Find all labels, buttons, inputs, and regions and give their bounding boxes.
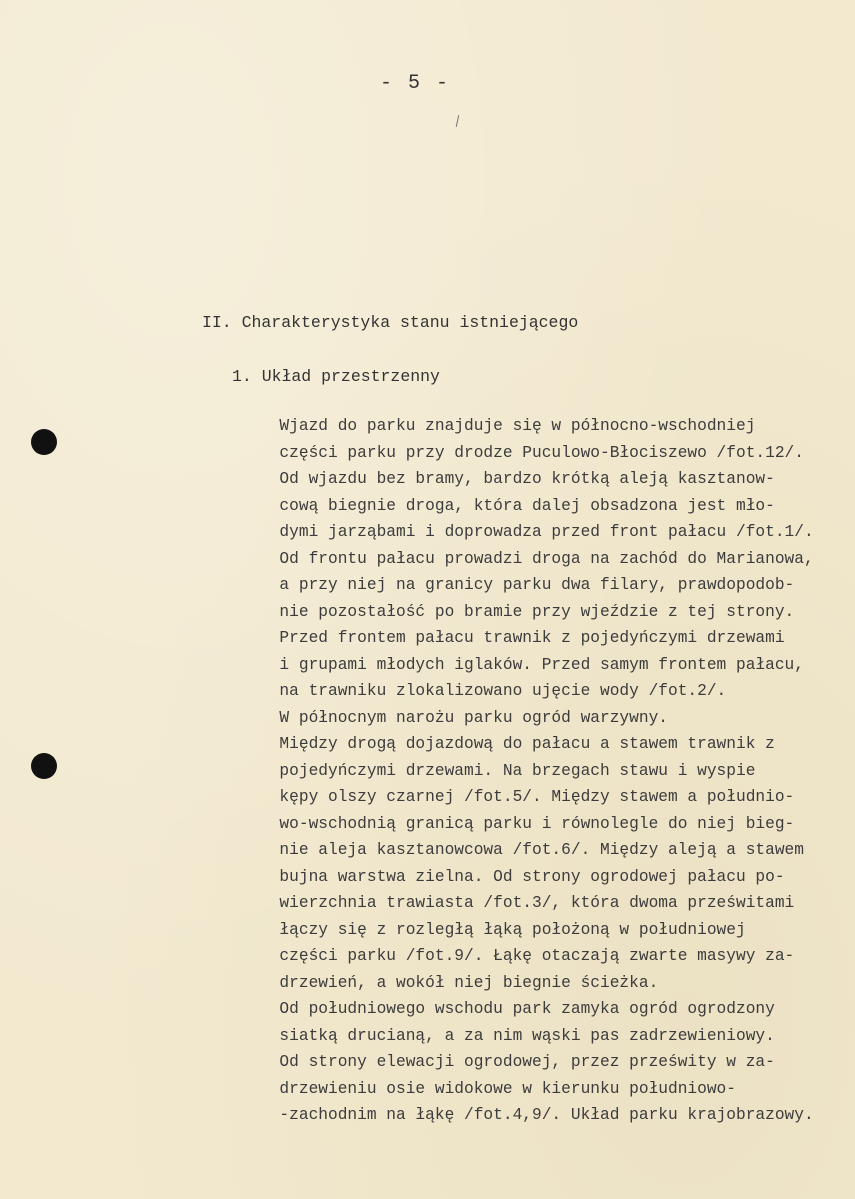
text-line: nie aleja kasztanowcowa /fot.6/. Między aleją a stawem: [260, 841, 804, 859]
text-line: na trawniku zlokalizowano ujęcie wody /fot.2/.: [260, 682, 727, 700]
text-line: wo-wschodnią granicą parku i równolegle do niej bieg-: [260, 814, 795, 833]
text-line: cową biegnie droga, która dalej obsadzona jest mło-: [260, 496, 775, 515]
text-line: Od wjazdu bez bramy, bardzo krótką aleją kasztanow-: [260, 470, 775, 488]
subsection-heading: 1. Układ przestrzenny: [232, 367, 440, 386]
body-paragraph: [260, 413, 855, 1129]
text-line: drzewień, a wokół niej biegnie ścieżka.: [260, 973, 659, 992]
section-heading: II. Charakterystyka stanu istniejącego: [202, 313, 579, 332]
text-line: Od południowego wschodu park zamyka ogród ogrodzony: [260, 1000, 775, 1018]
text-line: -zachodnim na łąkę /fot.4,9/. Układ parku krajobrazowy.: [260, 1106, 814, 1124]
text-line: części parku /fot.9/. Łąkę otaczają zwarte masywy za-: [260, 947, 795, 965]
text-line: i grupami młodych iglaków. Przed samym frontem pałacu,: [260, 655, 804, 674]
text-line: drzewieniu osie widokowe w kierunku południowo-: [260, 1079, 736, 1098]
stray-pen-mark: [456, 115, 459, 127]
text-line: dymi jarząbami i doprowadza przed front pałacu /fot.1/.: [260, 523, 814, 541]
text-line: W północnym narożu parku ogród warzywny.: [260, 708, 668, 727]
text-line: a przy niej na granicy parku dwa filary, prawdopodob-: [260, 576, 795, 594]
punch-hole-bottom: [31, 753, 57, 779]
text-line: Od strony elewacji ogrodowej, przez prześwity w za-: [260, 1053, 775, 1071]
text-line: Między drogą dojazdową do pałacu a stawem trawnik z: [260, 735, 775, 753]
text-line: części parku przy drodze Puculowo-Błociszewo /fot.12/.: [260, 443, 804, 462]
text-line: łączy się z rozległą łąką położoną w południowej: [260, 920, 746, 939]
text-line: Przed frontem pałacu trawnik z pojedyńczymi drzewami: [260, 629, 785, 647]
text-line: Od frontu pałacu prowadzi droga na zachód do Marianowa,: [260, 549, 814, 568]
text-line: wierzchnia trawiasta /fot.3/, która dwoma prześwitami: [260, 894, 795, 912]
page-number: - 5 -: [380, 72, 451, 95]
text-line: bujna warstwa zielna. Od strony ogrodowej pałacu po-: [260, 867, 785, 886]
text-line: Wjazd do parku znajduje się w północno-wschodniej: [260, 417, 756, 435]
punch-hole-top: [31, 429, 57, 455]
text-line: pojedyńczymi drzewami. Na brzegach stawu i wyspie: [260, 761, 756, 780]
text-line: siatką drucianą, a za nim wąski pas zadrzewieniowy.: [260, 1026, 775, 1045]
text-line: nie pozostałość po bramie przy wjeździe z tej strony.: [260, 602, 795, 621]
text-line: kępy olszy czarnej /fot.5/. Między stawem a południo-: [260, 788, 795, 806]
